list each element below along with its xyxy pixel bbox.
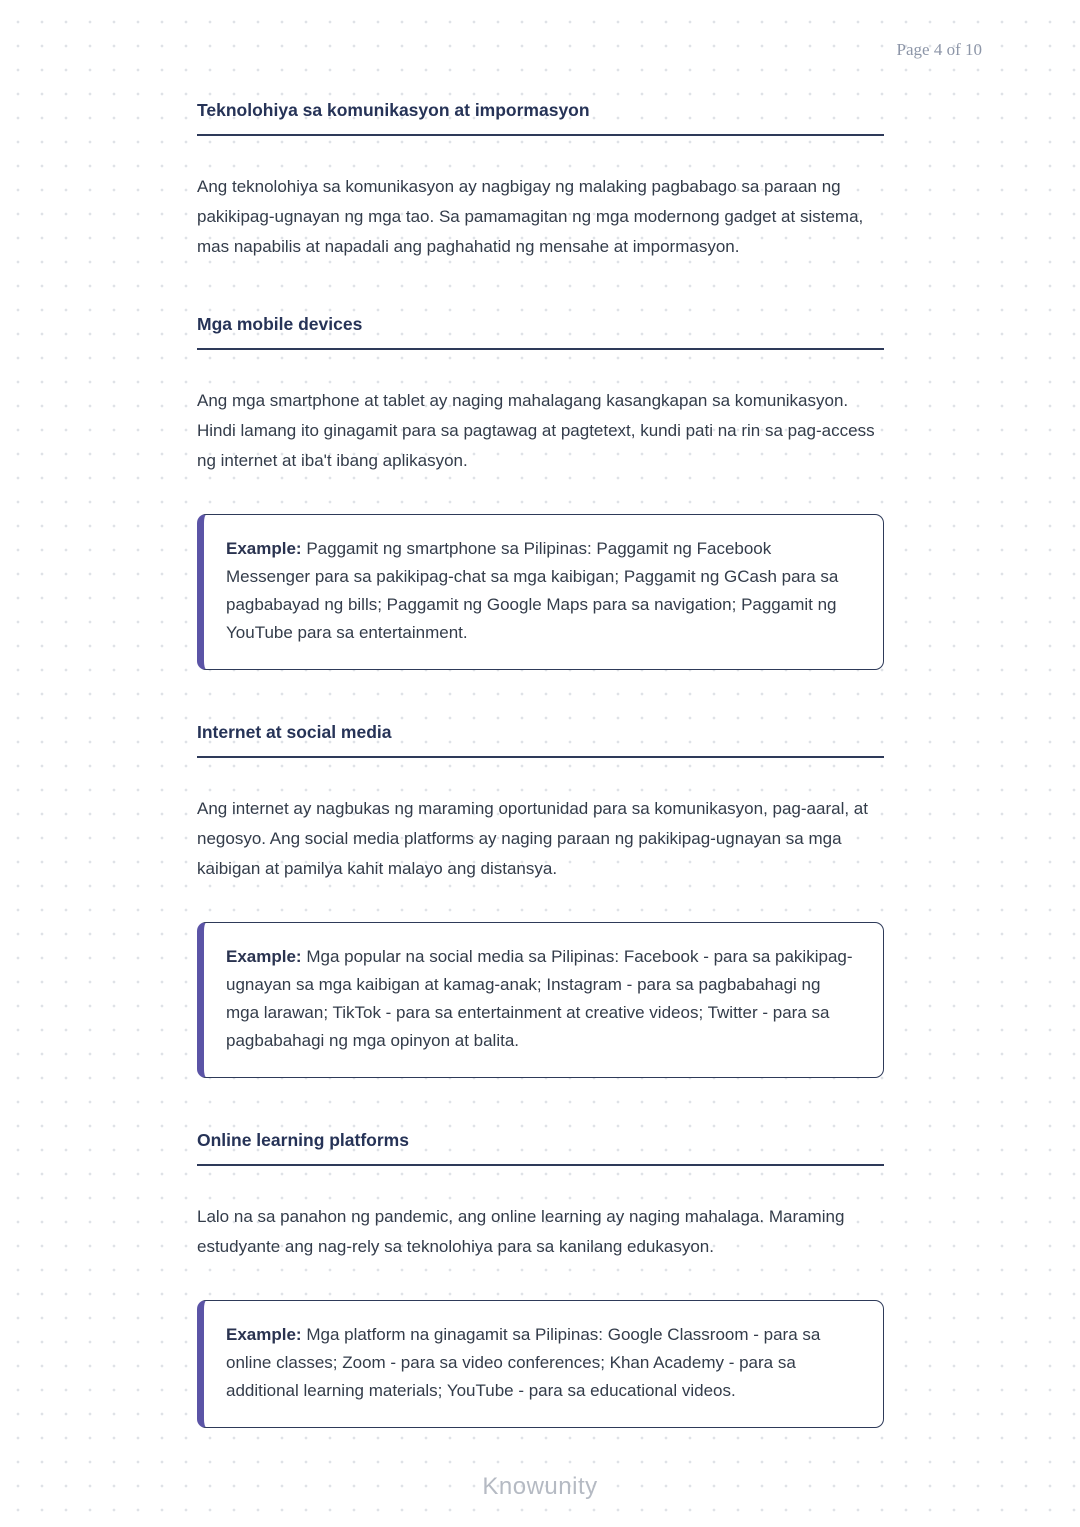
example-label: Example:	[226, 539, 302, 558]
example-box	[197, 922, 884, 1078]
example-text	[226, 943, 857, 1055]
example-body: Paggamit ng smartphone sa Pilipinas: Paggamit ng Facebook Messenger para sa pakikipag-chat sa mga kaibigan; Paggamit ng GCash para sa pagbabayad ng bills; Paggamit ng Google Maps para sa navigation; Paggamit ng YouTube para sa entertainment.	[226, 539, 839, 642]
section-online-learning	[197, 1130, 884, 1428]
section-paragraph: Ang teknolohiya sa komunikasyon ay nagbigay ng malaking pagbabago sa paraan ng pakikipag-ugnayan ng mga tao. Sa pamamagitan ng mga modernong gadget at sistema, mas napabilis at napadali ang paghahatid ng mensahe at impormasyon.	[197, 177, 864, 256]
document-content	[197, 0, 884, 1428]
section-mobile-devices	[197, 314, 884, 670]
section-heading: Internet at social media	[197, 722, 884, 758]
section-teknolohiya	[197, 100, 884, 262]
section-heading: Online learning platforms	[197, 1130, 884, 1166]
example-body: Mga platform na ginagamit sa Pilipinas: Google Classroom - para sa online classes; Zoom - para sa video conferences; Khan Academy - para sa additional learning materials; YouTube - para sa educational videos.	[226, 1325, 821, 1400]
example-box	[197, 514, 884, 670]
section-internet-social-media	[197, 722, 884, 1078]
section-paragraph: Lalo na sa panahon ng pandemic, ang online learning ay naging mahalaga. Maraming estudyante ang nag-rely sa teknolohiya para sa kanilang edukasyon.	[197, 1207, 845, 1256]
brand-footer: Knowunity	[482, 1473, 598, 1500]
example-text	[226, 535, 857, 647]
section-paragraph: Ang internet ay nagbukas ng maraming oportunidad para sa komunikasyon, pag-aaral, at negosyo. Ang social media platforms ay naging paraan ng pakikipag-ugnayan sa mga kaibigan at pamilya kahit malayo ang distansya.	[197, 799, 868, 878]
example-label: Example:	[226, 1325, 302, 1344]
example-label: Example:	[226, 947, 302, 966]
section-paragraph: Ang mga smartphone at tablet ay naging mahalagang kasangkapan sa komunikasyon. Hindi lamang ito ginagamit para sa pagtawag at pagtetext, kundi pati na rin sa pag-access ng internet at iba't ibang aplikasyon.	[197, 391, 875, 470]
example-box	[197, 1300, 884, 1428]
page-indicator: Page 4 of 10	[896, 40, 982, 59]
section-heading: Teknolohiya sa komunikasyon at impormasyon	[197, 100, 884, 136]
example-body: Mga popular na social media sa Pilipinas: Facebook - para sa pakikipag-ugnayan sa mga kaibigan at kamag-anak; Instagram - para sa pagbabahagi ng mga larawan; TikTok - para sa entertainment at creative videos; Twitter - para sa pagbabahagi ng mga opinyon at balita.	[226, 947, 853, 1050]
section-heading: Mga mobile devices	[197, 314, 884, 350]
example-text	[226, 1321, 857, 1405]
